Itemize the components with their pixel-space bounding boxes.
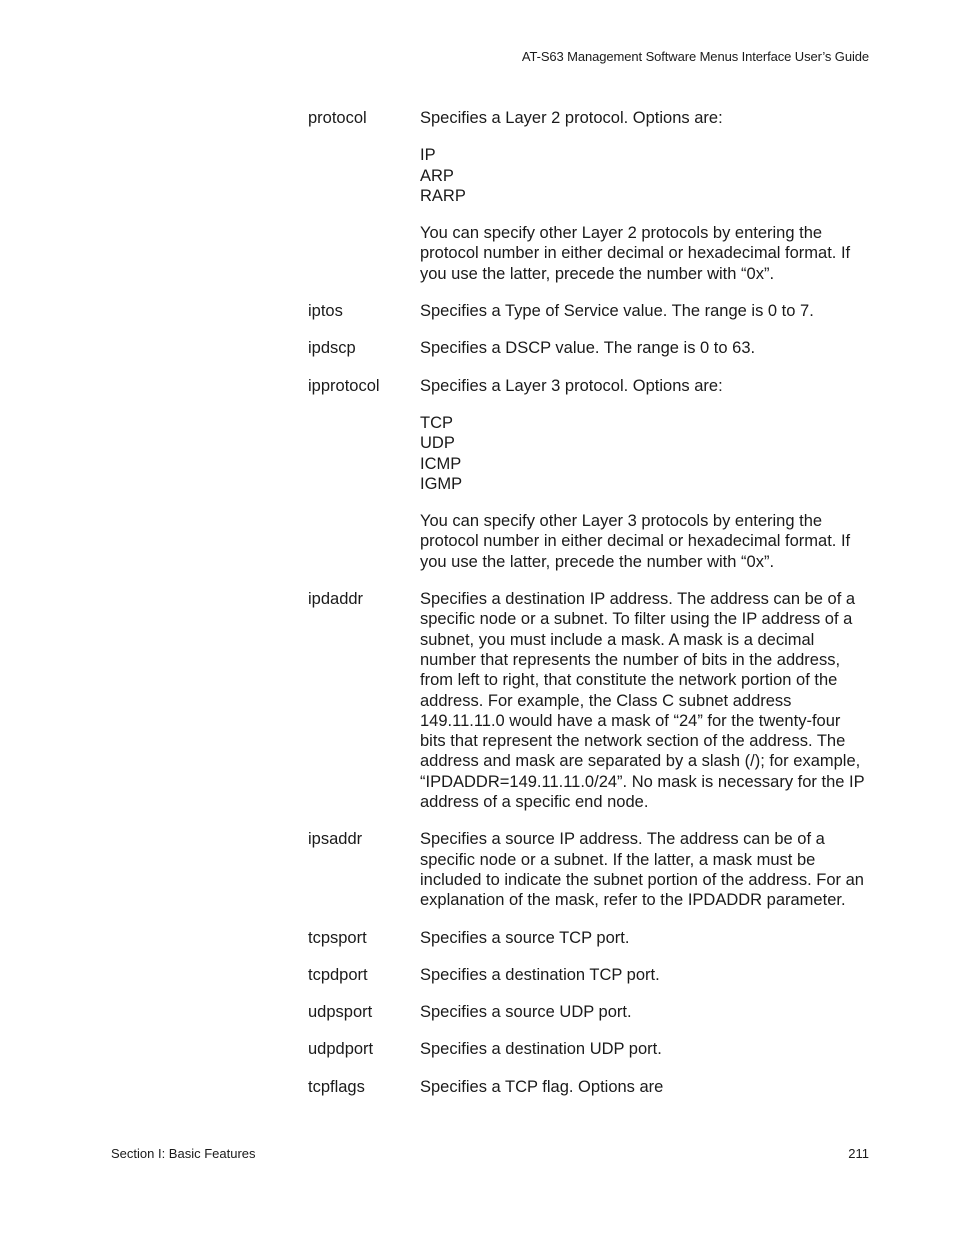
param-description — [420, 1077, 870, 1097]
param-intro: Specifies a destination IP address. The address can be of a specific node or a subnet. To filter using the IP address of a subnet, you must include a mask. A mask is a decimal number that represents the number of bits in the address, from left to right, that constitute the network portion of the address. For example, the Class C subnet address 149.11.11.0 would have a mask of “24” for the twenty-four bits that represent the network section of the address. The address and mask are separated by a slash (/); for example, “IPDADDR=149.11.11.0/24”. No mask is necessary for the IP address of a specific end node. — [420, 590, 865, 812]
option-item: ICMP — [420, 454, 462, 473]
param-description — [420, 928, 870, 948]
page-number: 211 — [848, 1146, 869, 1161]
param-name: iptos — [308, 302, 343, 321]
option-item: TCP — [420, 413, 453, 432]
param-row-tcpdport — [308, 965, 870, 985]
param-name: udpsport — [308, 1003, 373, 1022]
param-note: You can specify other Layer 3 protocols by entering the protocol number in either decimal or hexadecimal format. If you use the latter, precede the number with “0x”. — [420, 512, 851, 571]
param-row-udpdport — [308, 1039, 870, 1059]
param-row-ipdscp — [308, 338, 870, 358]
option-item: IP — [420, 146, 436, 165]
param-intro: Specifies a Layer 2 protocol. Options are: — [420, 109, 723, 127]
param-name: ipdaddr — [308, 590, 364, 609]
param-description — [420, 829, 870, 910]
param-intro: Specifies a source IP address. The address can be of a specific node or a subnet. If the latter, a mask must be included to indicate the subnet portion of the address. For an explanation of the mask, refer to the IPDADDR parameter. — [420, 830, 864, 910]
parameter-table — [308, 108, 870, 1114]
param-row-tcpflags — [308, 1077, 870, 1097]
param-intro: Specifies a Type of Service value. The range is 0 to 7. — [420, 302, 814, 321]
param-name: protocol — [308, 109, 367, 127]
param-description — [420, 965, 870, 985]
param-row-ipprotocol — [308, 376, 870, 572]
option-item: RARP — [420, 186, 466, 205]
param-intro: Specifies a destination TCP port. — [420, 965, 660, 984]
param-name: tcpdport — [308, 965, 368, 984]
option-item: ARP — [420, 166, 454, 185]
param-row-protocol — [308, 108, 870, 284]
param-description — [420, 376, 870, 572]
param-intro: Specifies a TCP flag. Options are — [420, 1077, 664, 1096]
option-item: UDP — [420, 434, 455, 453]
param-description — [420, 589, 870, 812]
param-name: ipprotocol — [308, 376, 380, 395]
footer-section: Section I: Basic Features — [111, 1146, 256, 1161]
param-description — [420, 108, 870, 284]
option-list — [420, 145, 870, 206]
param-name: ipsaddr — [308, 830, 363, 849]
param-intro: Specifies a destination UDP port. — [420, 1040, 662, 1059]
param-name: ipdscp — [308, 339, 356, 358]
param-intro: Specifies a source UDP port. — [420, 1003, 632, 1022]
param-row-ipsaddr — [308, 829, 870, 910]
param-name: tcpsport — [308, 928, 367, 947]
param-name: udpdport — [308, 1040, 374, 1059]
param-description — [420, 301, 870, 321]
param-description — [420, 1039, 870, 1059]
param-intro: Specifies a source TCP port. — [420, 928, 630, 947]
param-row-udpsport — [308, 1002, 870, 1022]
option-list — [420, 413, 870, 494]
param-intro: Specifies a DSCP value. The range is 0 to 63. — [420, 339, 756, 358]
param-note: You can specify other Layer 2 protocols by entering the protocol number in either decimal or hexadecimal format. If you use the latter, precede the number with “0x”. — [420, 224, 851, 283]
running-header: AT-S63 Management Software Menus Interface User’s Guide — [521, 49, 869, 64]
param-intro: Specifies a Layer 3 protocol. Options are: — [420, 376, 723, 395]
param-row-iptos — [308, 301, 870, 321]
param-description — [420, 338, 870, 358]
param-row-tcpsport — [308, 928, 870, 948]
param-name: tcpflags — [308, 1077, 365, 1096]
option-item: IGMP — [420, 474, 463, 493]
param-description — [420, 1002, 870, 1022]
param-row-ipdaddr — [308, 589, 870, 812]
